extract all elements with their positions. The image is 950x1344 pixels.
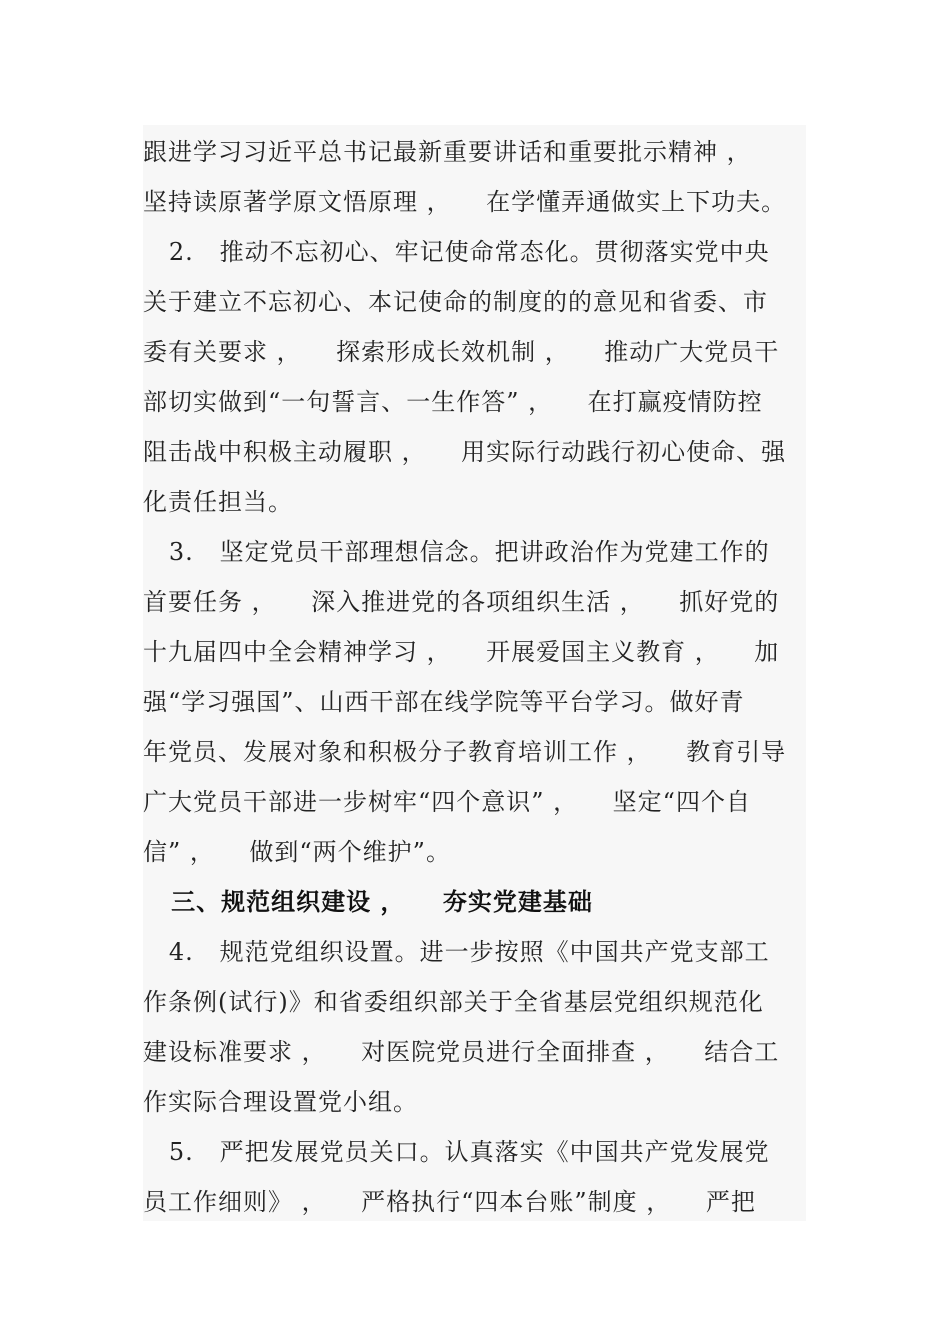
paragraph-5-start: 5. 严把发展党员关口。认真落实《中国共产党发展党 [143, 1138, 770, 1166]
text-line: 强“学习强国”、山西干部在线学院等平台学习。做好青 [143, 688, 745, 716]
text-line: 关于建立不忘初心、本记使命的制度的的意见和省委、市 [143, 288, 768, 316]
text-line: 广大党员干部进一步树牢“四个意识” ， 坚定“四个自 [143, 788, 751, 816]
text-line: 首要任务 ， 深入推进党的各项组织生活 ， 抓好党的 [143, 588, 780, 616]
document-text-block [143, 125, 806, 1221]
paragraph-2-start: 2. 推动不忘初心、牢记使命常态化。贯彻落实党中央 [143, 238, 770, 266]
text-line: 阻击战中积极主动履职 ， 用实际行动践行初心使命、强 [143, 438, 787, 466]
paragraph-3-start: 3. 坚定党员干部理想信念。把讲政治作为党建工作的 [143, 538, 770, 566]
text-line: 坚持读原著学原文悟原理 ， 在学懂弄通做实上下功夫。 [143, 188, 787, 216]
paragraph-4-start: 4. 规范党组织设置。进一步按照《中国共产党支部工 [143, 938, 770, 966]
text-line: 化责任担当。 [143, 488, 293, 516]
text-line: 十九届四中全会精神学习 ， 开展爱国主义教育 ， 加 [143, 638, 780, 666]
text-line: 员工作细则》 ， 严格执行“四本台账”制度 ， 严把 [143, 1188, 756, 1216]
text-line: 跟进学习习近平总书记最新重要讲话和重要批示精神 ， [143, 138, 752, 166]
text-line: 信” ， 做到“两个维护”。 [143, 838, 451, 866]
text-line: 作条例(试行)》和省委组织部关于全省基层党组织规范化 [143, 988, 764, 1016]
text-line: 作实际合理设置党小组。 [143, 1088, 418, 1116]
text-line: 年党员、发展对象和积极分子教育培训工作 ， 教育引导 [143, 738, 787, 766]
section-heading: 三、规范组织建设 ， 夯实党建基础 [143, 888, 593, 916]
text-line: 部切实做到“一句誓言、一生作答” ， 在打赢疫情防控 [143, 388, 763, 416]
text-line: 建设标准要求 ， 对医院党员进行全面排查 ， 结合工 [143, 1038, 780, 1066]
text-line: 委有关要求 ， 探索形成长效机制 ， 推动广大党员干 [143, 338, 780, 366]
